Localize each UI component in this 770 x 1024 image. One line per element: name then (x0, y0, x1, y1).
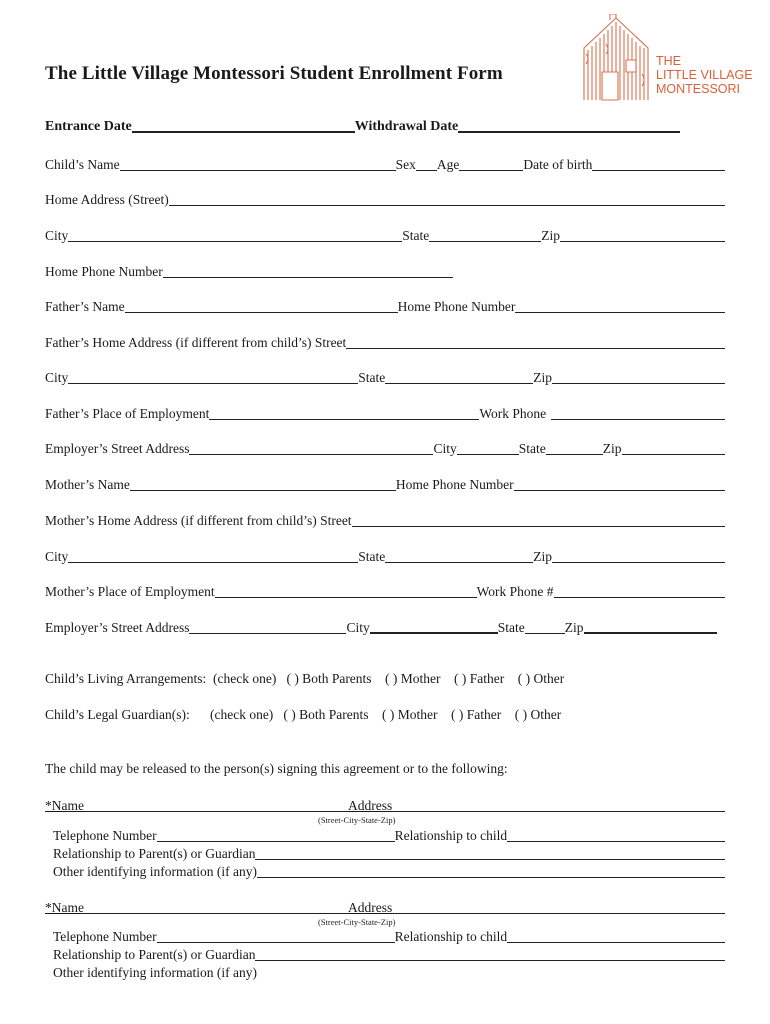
telephone-label: Telephone Number (53, 929, 157, 944)
mother-address-row (45, 511, 725, 529)
child-info-row (45, 155, 725, 173)
release-name-label: *Name (45, 798, 84, 813)
age-label: Age (436, 157, 460, 172)
city-label: City (45, 549, 69, 564)
father-employment-row (45, 404, 725, 422)
living-arrangements-row[interactable]: Child’s Living Arrangements: (check one) ( ) Both Parents ( ) Mother ( ) Father ( ) Other (45, 671, 565, 686)
mother-address-label: Mother’s Home Address (if different from child’s) Street (45, 513, 352, 528)
father-state-field[interactable] (385, 369, 533, 384)
mother-employer-address-row (45, 618, 717, 636)
form-title: The Little Village Montessori Student Enrollment Form (45, 63, 503, 84)
state-label: State (402, 228, 430, 243)
mother-home-phone-label: Home Phone Number (395, 477, 514, 492)
entrance-date-label: Entrance Date (45, 119, 132, 134)
father-name-row (45, 297, 725, 315)
mother-zip-field[interactable] (552, 548, 725, 563)
mother-state-field[interactable] (385, 548, 533, 563)
release-person-1-name-field[interactable] (84, 797, 348, 812)
home-zip-field[interactable] (560, 227, 725, 242)
father-employer-address-row (45, 439, 725, 457)
school-logo (576, 14, 770, 102)
home-city-row (45, 226, 725, 244)
mother-employment-label: Mother’s Place of Employment (45, 584, 215, 599)
city-label: City (433, 441, 457, 456)
withdrawal-date-label: Withdrawal Date (354, 119, 459, 134)
release-person-1-phone-field[interactable] (157, 827, 395, 842)
release-name-label: *Name (45, 900, 84, 915)
state-label: State (497, 620, 525, 635)
father-address-label: Father’s Home Address (if different from child’s) Street (45, 335, 347, 350)
sex-field[interactable] (416, 156, 437, 171)
mother-home-phone-field[interactable] (514, 476, 725, 491)
home-address-label: Home Address (Street) (45, 192, 169, 207)
mother-employer-zip-field[interactable] (584, 618, 718, 634)
release-person-2-name-field[interactable] (84, 899, 348, 914)
zip-label: Zip (564, 620, 584, 635)
release-person-1-relationship-parent-field[interactable] (255, 845, 725, 860)
mother-employment-field[interactable] (215, 583, 477, 598)
mother-work-phone-field[interactable] (554, 583, 725, 598)
father-home-phone-field[interactable] (515, 298, 725, 313)
release-person-1-other-info-field[interactable] (257, 863, 725, 878)
release-address-label: Address (347, 900, 393, 915)
father-work-phone-field[interactable] (551, 405, 725, 420)
release-person-1-other-info-row (53, 862, 725, 880)
home-phone-field[interactable] (163, 263, 453, 278)
home-address-row (45, 190, 725, 208)
father-employer-zip-field[interactable] (622, 440, 726, 455)
father-city-field[interactable] (68, 369, 358, 384)
logo-wordmark (656, 54, 753, 96)
mother-employer-city-field[interactable] (370, 618, 498, 634)
zip-label: Zip (541, 228, 561, 243)
logo-line-montessori: MONTESSORI (656, 82, 741, 96)
mother-employment-row (45, 582, 725, 600)
legal-guardian-row[interactable]: Child’s Legal Guardian(s): (check one) ( ) Both Parents ( ) Mother ( ) Father ( ) Other (45, 707, 562, 722)
logo-line-little-village: LITTLE VILLAGE (656, 68, 753, 82)
release-person-2-address-field[interactable] (392, 899, 725, 914)
release-person-2-other-info-row (53, 963, 725, 981)
relationship-parent-label: Relationship to Parent(s) or Guardian (53, 947, 256, 962)
father-employment-field[interactable] (209, 405, 479, 420)
father-zip-field[interactable] (552, 369, 725, 384)
release-statement: The child may be released to the person(s) signing this agreement or to the following: (45, 761, 508, 776)
home-phone-row (45, 262, 453, 280)
sex-label: Sex (395, 157, 416, 172)
zip-label: Zip (533, 370, 553, 385)
city-label: City (346, 620, 370, 635)
release-person-1-relationship-parent-row (53, 844, 725, 862)
mother-address-field[interactable] (352, 512, 725, 527)
father-work-phone-label: Work Phone (479, 406, 547, 421)
father-city-row (45, 368, 725, 386)
other-info-label: Other identifying information (if any) (53, 864, 257, 879)
home-state-field[interactable] (429, 227, 541, 242)
mother-work-phone-label: Work Phone # (476, 584, 554, 599)
state-label: State (518, 441, 546, 456)
dob-label: Date of birth (523, 157, 593, 172)
employer-address-label: Employer’s Street Address (45, 620, 190, 635)
release-person-1-name-row (45, 796, 725, 814)
mother-city-field[interactable] (68, 548, 358, 563)
enrollment-dates-row (45, 117, 680, 135)
address-format-hint: (Street-City-State-Zip) (318, 917, 396, 927)
telephone-label: Telephone Number (53, 828, 157, 843)
mother-employer-state-field[interactable] (525, 619, 565, 634)
release-person-2-relationship-child-field[interactable] (507, 928, 725, 943)
address-format-hint: (Street-City-State-Zip) (318, 815, 396, 825)
mother-name-field[interactable] (130, 476, 396, 491)
father-name-field[interactable] (125, 298, 398, 313)
father-address-field[interactable] (346, 334, 725, 349)
father-employer-state-field[interactable] (546, 440, 603, 455)
father-employer-city-field[interactable] (457, 440, 519, 455)
relationship-child-label: Relationship to child (394, 828, 508, 843)
mother-city-row (45, 547, 725, 565)
dob-field[interactable] (592, 156, 725, 171)
release-person-2-name-row (45, 898, 725, 916)
release-person-1-relationship-child-field[interactable] (507, 827, 725, 842)
father-employment-label: Father’s Place of Employment (45, 406, 210, 421)
logo-line-the: THE (656, 54, 681, 68)
home-address-field[interactable] (169, 191, 725, 206)
child-name-field[interactable] (120, 156, 396, 171)
release-person-2-relationship-parent-field[interactable] (255, 946, 725, 961)
city-label: City (45, 370, 69, 385)
release-person-2-relationship-parent-row (53, 945, 725, 963)
home-city-field[interactable] (68, 227, 402, 242)
release-person-1-phone-row (53, 826, 725, 844)
home-phone-label: Home Phone Number (45, 264, 163, 279)
release-person-1-address-field[interactable] (392, 797, 725, 812)
employer-address-label: Employer’s Street Address (45, 441, 190, 456)
child-name-label: Child’s Name (45, 157, 120, 172)
other-info-label: Other identifying information (if any) (53, 965, 257, 980)
mother-name-row (45, 475, 725, 493)
father-home-phone-label: Home Phone Number (397, 299, 516, 314)
age-field[interactable] (459, 156, 523, 171)
release-address-label: Address (347, 798, 393, 813)
entrance-date-field[interactable] (132, 117, 355, 133)
relationship-parent-label: Relationship to Parent(s) or Guardian (53, 846, 256, 861)
father-employer-address-field[interactable] (189, 440, 433, 455)
schoolhouse-logo-icon (576, 14, 656, 102)
state-label: State (358, 370, 386, 385)
father-name-label: Father’s Name (45, 299, 125, 314)
zip-label: Zip (602, 441, 622, 456)
release-person-2-phone-row (53, 927, 725, 945)
release-person-2-phone-field[interactable] (157, 928, 395, 943)
withdrawal-date-field[interactable] (458, 117, 680, 133)
state-label: State (358, 549, 386, 564)
zip-label: Zip (533, 549, 553, 564)
father-address-row (45, 333, 725, 351)
relationship-child-label: Relationship to child (394, 929, 508, 944)
city-label: City (45, 228, 69, 243)
mother-name-label: Mother’s Name (45, 477, 130, 492)
mother-employer-address-field[interactable] (189, 619, 346, 634)
